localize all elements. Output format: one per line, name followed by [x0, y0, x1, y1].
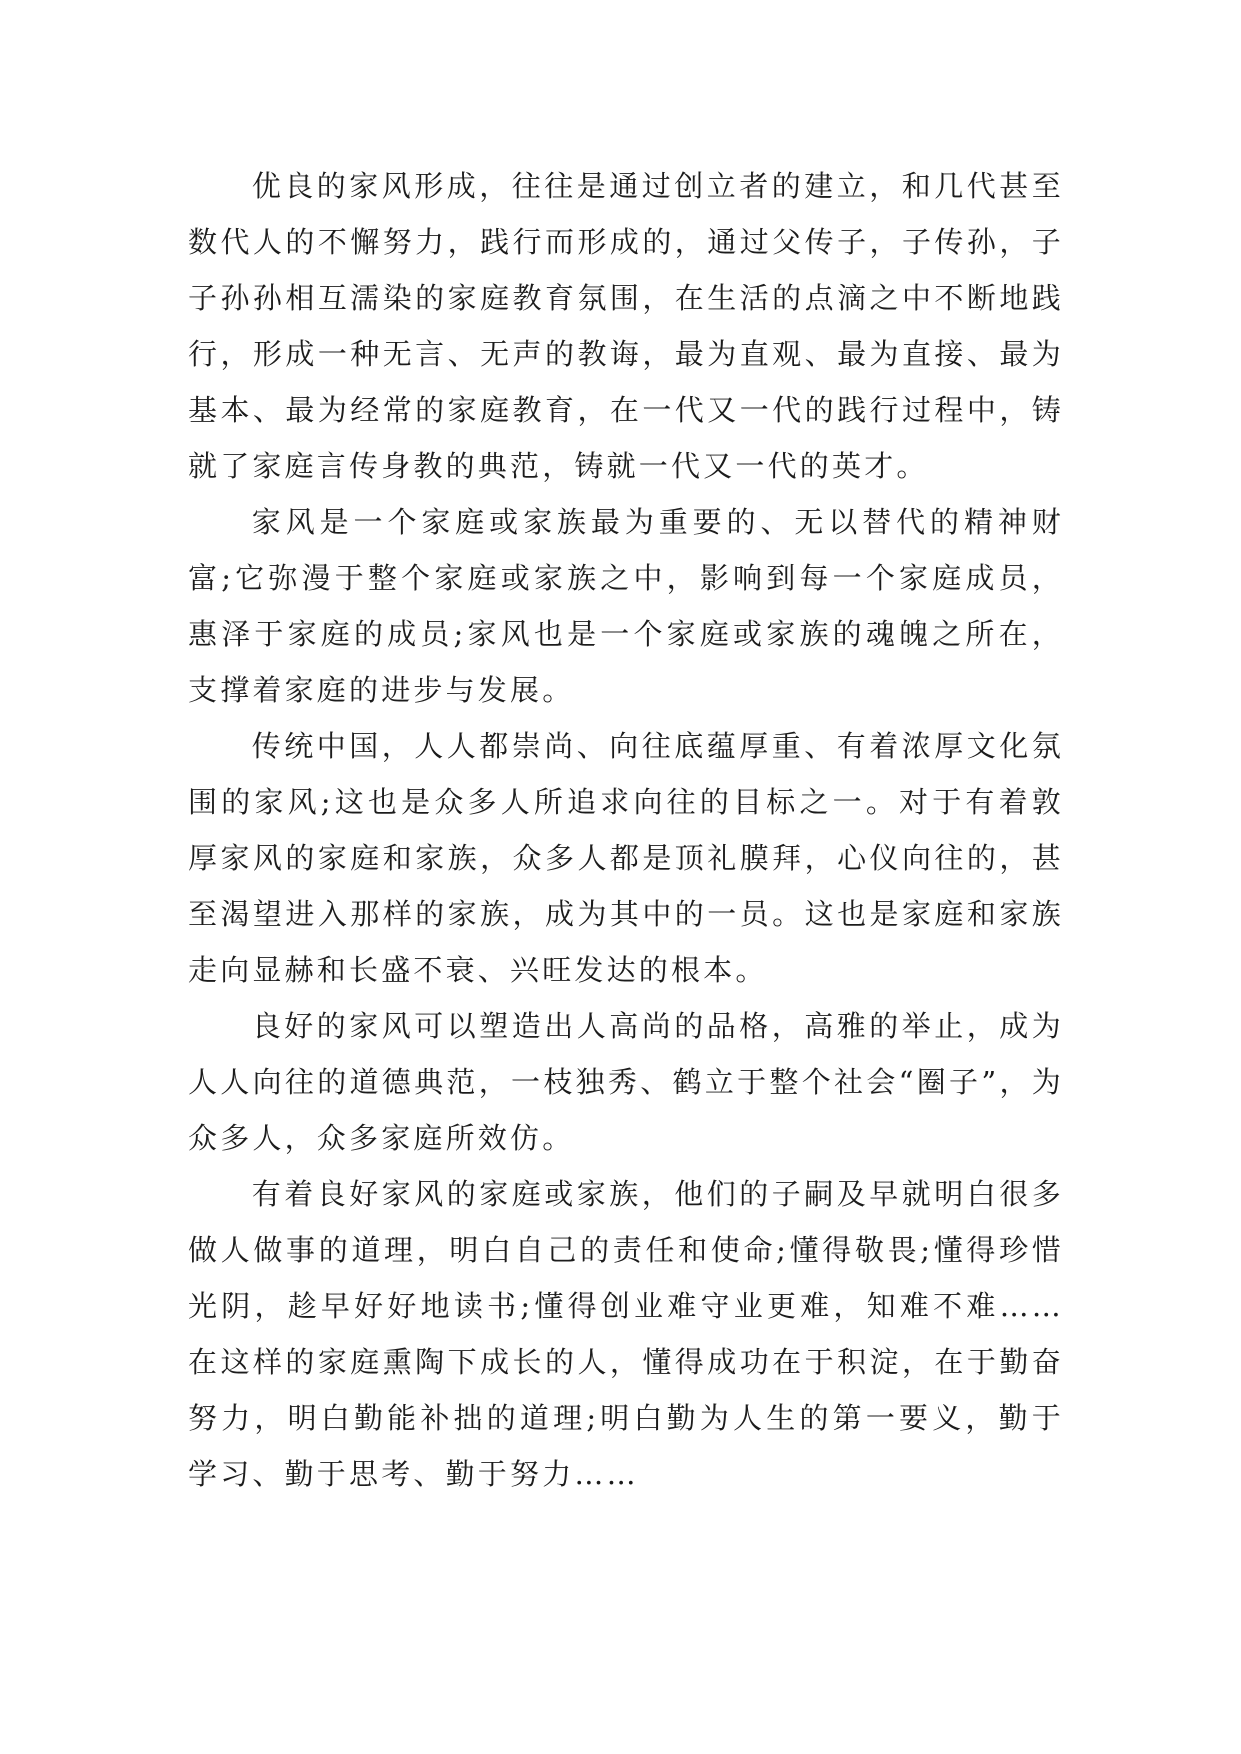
paragraph-family-tradition-formation: 优良的家风形成，往往是通过创立者的建立，和几代甚至数代人的不懈努力，践行而形成的，通过父传子，子传孙，子子孙孙相互濡染的家庭教育氛围，在生活的点滴之中不断地践行，形成一种无言、无声的教诲，最为直观、最为直接、最为基本、最为经常的家庭教育，在一代又一代的践行过程中，铸就了家庭言传身教的典范，铸就一代又一代的英才。 [188, 169, 1064, 483]
document-body [188, 158, 1064, 1502]
paragraph-good-family-descendants: 有着良好家风的家庭或家族，他们的子嗣及早就明白很多做人做事的道理，明白自己的责任和使命;懂得敬畏;懂得珍惜光阴，趁早好好地读书;懂得创业难守业更难，知难不难……在这样的家庭熏陶下成长的人，懂得成功在于积淀，在于勤奋努力，明白勤能补拙的道理;明白勤为人生的第一要义，勤于学习、勤于思考、勤于努力…… [188, 1177, 1064, 1491]
paragraph-traditional-china: 传统中国，人人都崇尚、向往底蕴厚重、有着浓厚文化氛围的家风;这也是众多人所追求向往的目标之一。对于有着敦厚家风的家庭和家族，众多人都是顶礼膜拜，心仪向往的，甚至渴望进入那样的家族，成为其中的一员。这也是家庭和家族走向显赫和长盛不衰、兴旺发达的根本。 [188, 729, 1064, 987]
paragraph-moral-model: 良好的家风可以塑造出人高尚的品格，高雅的举止，成为人人向往的道德典范，一枝独秀、鹤立于整个社会“圈子”，为众多人，众多家庭所效仿。 [188, 1009, 1064, 1155]
paragraph-family-tradition-wealth: 家风是一个家庭或家族最为重要的、无以替代的精神财富;它弥漫于整个家庭或家族之中，影响到每一个家庭成员，惠泽于家庭的成员;家风也是一个家庭或家族的魂魄之所在，支撑着家庭的进步与发展。 [188, 505, 1064, 707]
